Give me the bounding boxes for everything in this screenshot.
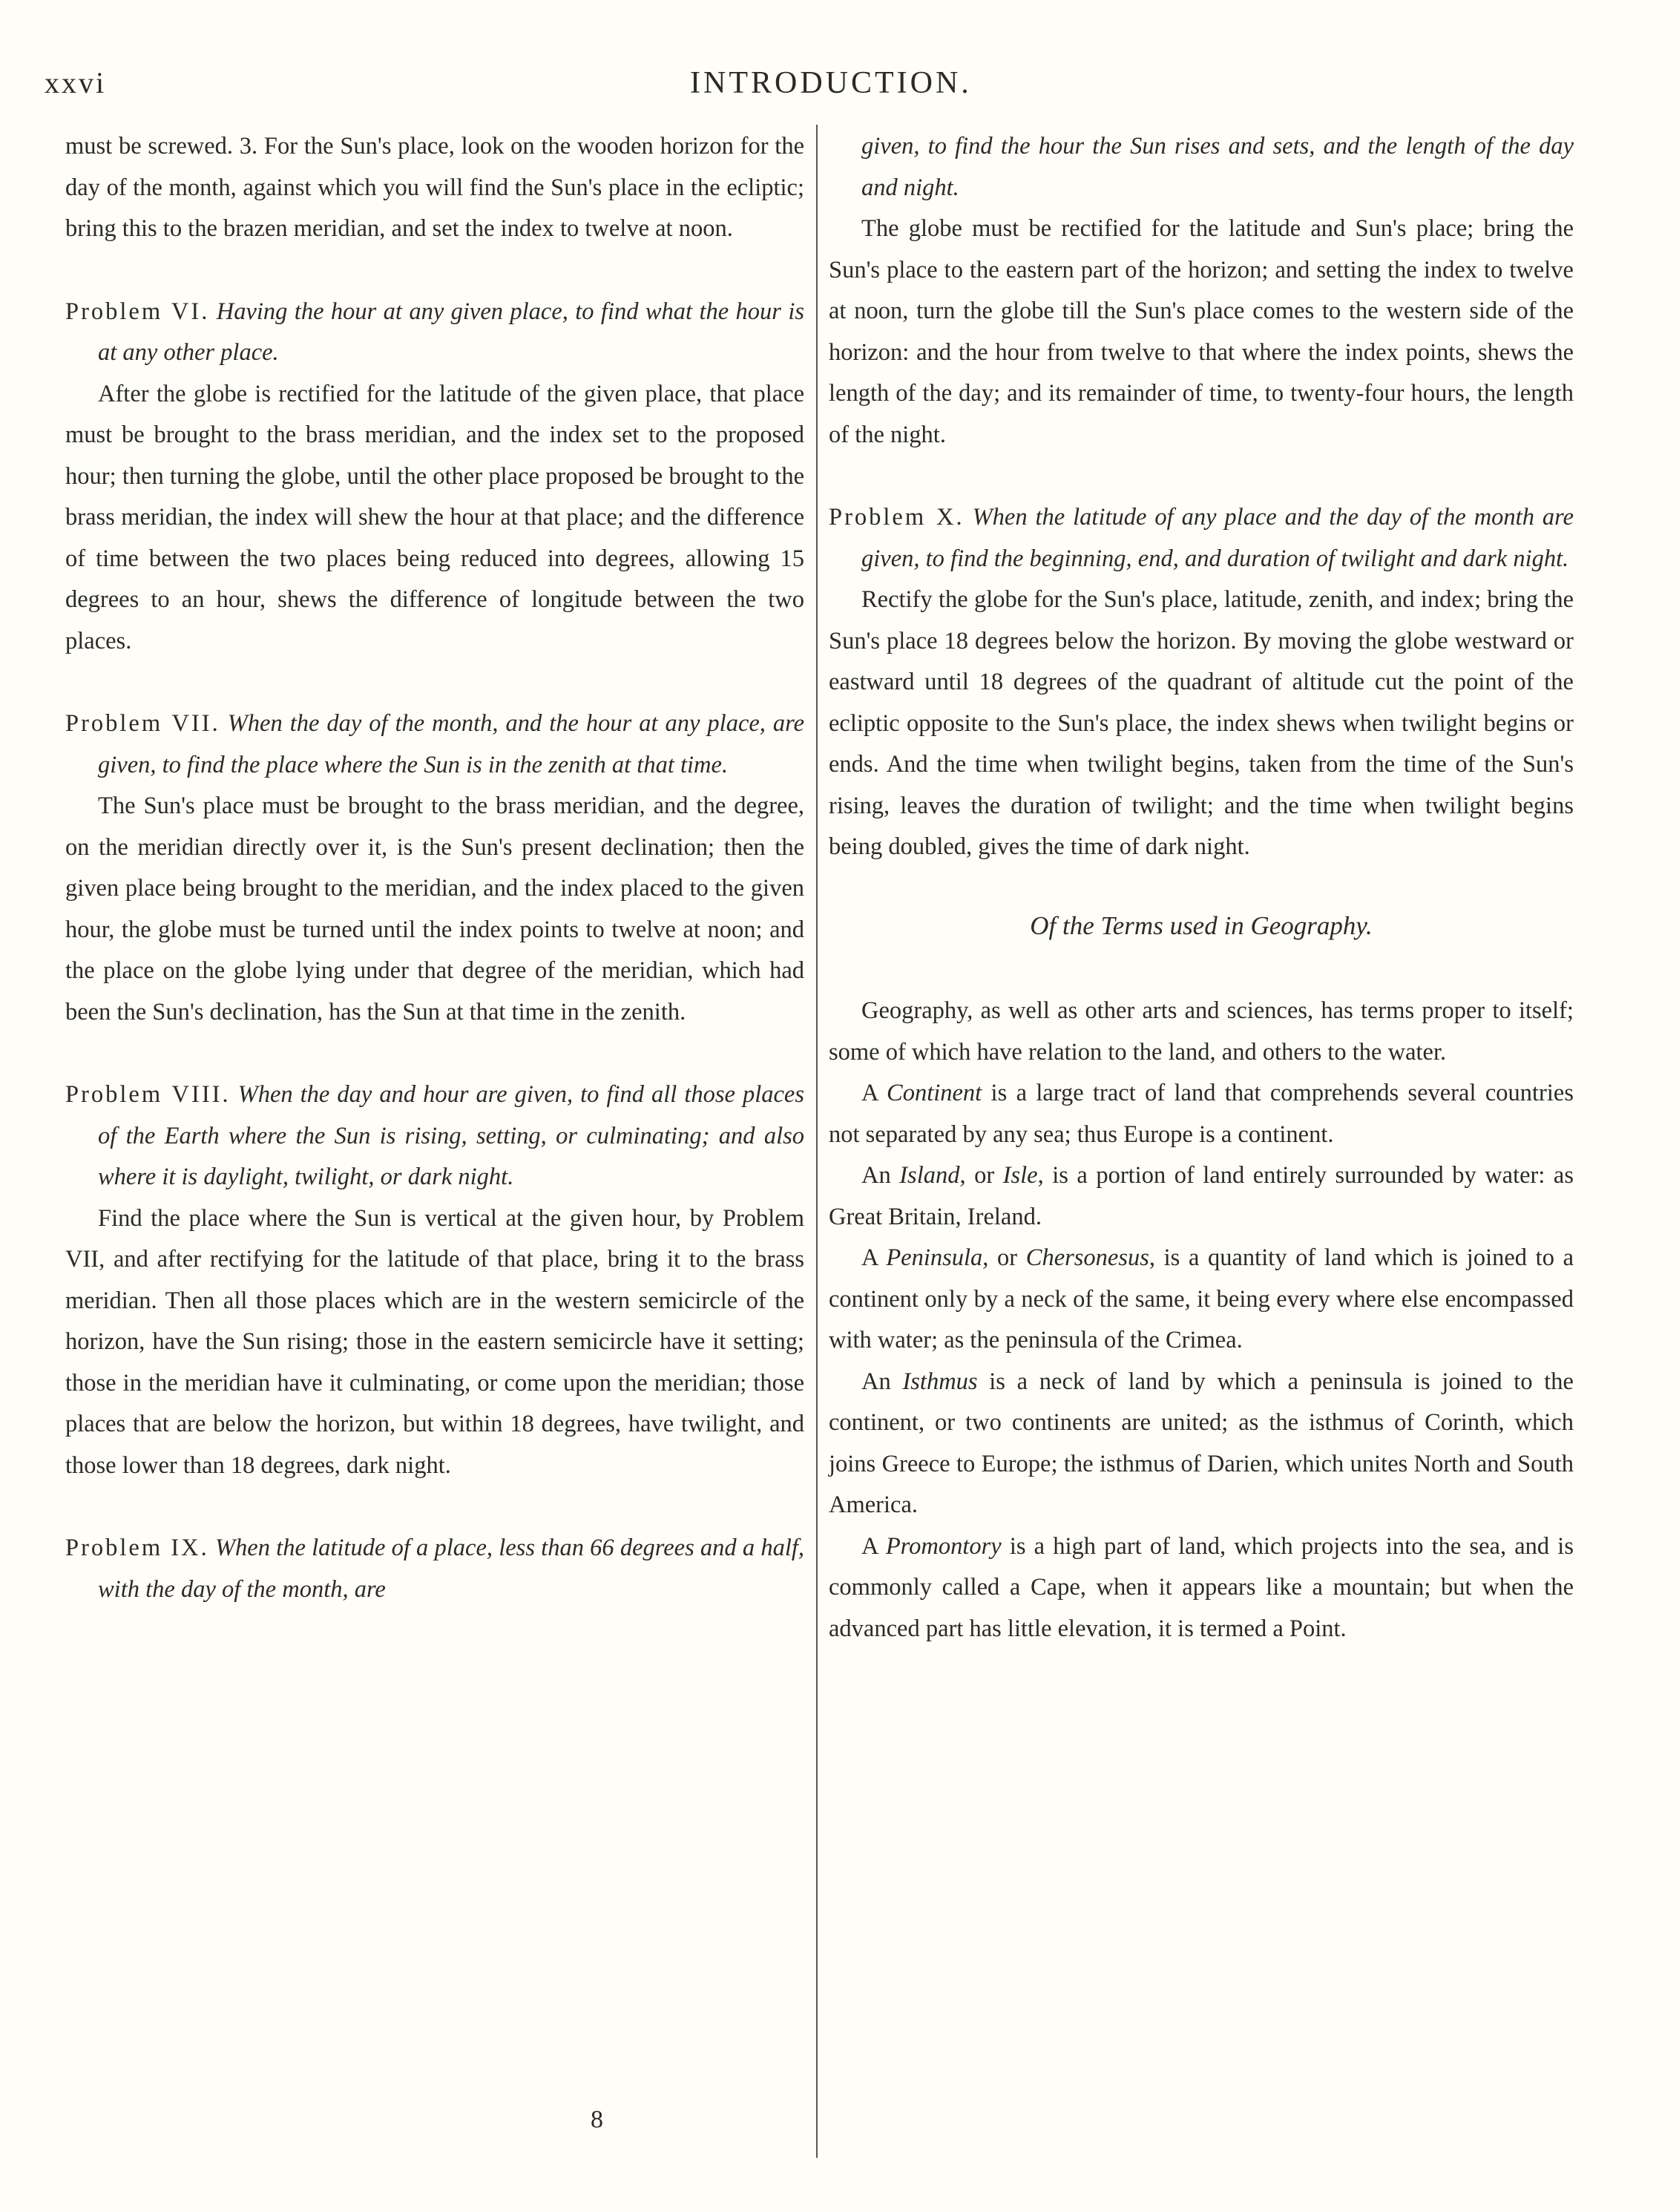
paragraph: After the globe is rectified for the latitude of the given place, that place must be brought to the brass meridian, and the index set to the proposed hour; then turning the globe, until the other place proposed be brought to the brass meridian, the index will shew the hour at that place; and the difference of time between the two places being reduced into degrees, allowing 15 degrees to an hour, shews the difference of longitude between the two places. <box>65 380 804 654</box>
page-header <box>45 65 1632 110</box>
term: Continent <box>887 1080 982 1106</box>
definition-continent: A Continent is a large tract of land that comprehends several countries not separated by any sea; thus Europe is a continent. <box>829 1080 1574 1148</box>
problem-heading <box>65 292 804 374</box>
term: Isle <box>1002 1162 1038 1189</box>
page-number: xxvi <box>45 66 107 99</box>
definition-peninsula: A Peninsula, or Chersonesus, is a quantity of land which is joined to a continent only by a neck of the same, it being every where else encompassed with water; as the peninsula of the Crimea. <box>829 1244 1574 1353</box>
problem-heading <box>65 1528 804 1610</box>
term: Peninsula <box>886 1244 983 1271</box>
definition-promontory: A Promontory is a high part of land, which projects into the sea, and is commonly called a Cape, when it appears like a mountain; but when the advanced part has little elevation, it is termed a Point. <box>829 1532 1574 1642</box>
term: Isthmus <box>902 1368 978 1395</box>
problem-question: When the day of the month, and the hour at any place, are given, to find the place where the Sun is in the zenith at that time. <box>98 710 804 778</box>
problem-label: Problem IX. <box>65 1535 209 1561</box>
problem-label: Problem VII. <box>65 710 220 737</box>
problem-question: Having the hour at any given place, to find what the hour is at any other place. <box>98 298 804 366</box>
term: Promontory <box>885 1532 1002 1560</box>
problem-label: Problem X. <box>829 504 965 531</box>
problem-label: Problem VI. <box>65 298 210 325</box>
problem-question-continued: given, to find the hour the Sun rises and sets, and the length of the day and night. <box>861 133 1574 201</box>
definition-isthmus: An Isthmus is a neck of land by which a peninsula is joined to the continent, or two continents are united; as the isthmus of Corinth, which joins Greece to Europe; the isthmus of Darien, which unites North and South America. <box>829 1368 1574 1518</box>
signature-mark: 8 <box>591 2106 603 2133</box>
term: Island <box>899 1162 960 1189</box>
paragraph: The globe must be rectified for the latitude and Sun's place; bring the Sun's place to the eastern part of the horizon; and setting the index to twelve at noon, turn the globe till the Sun's place comes to the western side of the horizon: and the hour from twelve to that where the index points, shews the length of the day; and its remainder of time, to twenty-four hours, the length of the night. <box>829 215 1574 448</box>
problem-heading <box>65 1074 804 1198</box>
paragraph: Geography, as well as other arts and sciences, has terms proper to itself; some of which have relation to the land, and others to the water. <box>829 997 1574 1066</box>
paragraph: must be screwed. 3. For the Sun's place, look on the wooden horizon for the day of the month, against which you will find the Sun's place in the ecliptic; bring this to the brazen meridian, and set the index to twelve at noon. <box>65 133 804 242</box>
problem-label: Problem VIII. <box>65 1081 231 1108</box>
problem-heading <box>65 703 804 786</box>
paragraph: Rectify the globe for the Sun's place, latitude, zenith, and index; bring the Sun's place 18 degrees below the horizon. By moving the globe westward or eastward until 18 degrees of the quadrant of altitude cut the point of the ecliptic opposite to the Sun's place, the index shews when twilight begins or ends. And the time when twilight begins, taken from the time of the Sun's rising, leaves the duration of twilight; and the time when twilight begins being doubled, gives the time of dark night. <box>829 586 1574 860</box>
definition-island: An Island, or Isle, is a portion of land entirely surrounded by water: as Great Britain, Ireland. <box>829 1162 1574 1230</box>
problem-question: When the latitude of any place and the day of the month are given, to find the beginning, end, and duration of twilight and dark night. <box>861 504 1574 572</box>
problem-heading <box>829 497 1574 580</box>
paragraph: Find the place where the Sun is vertical at the given hour, by Problem VII, and after rectifying for the latitude of that place, bring it to the brass meridian. Then all those places which are in the western semicircle of the horizon, have the Sun rising; those in the eastern semicircle have it setting; those in the meridian have it culminating, or come upon the meridian; those places that are below the horizon, but within 18 degrees, have twilight, and those lower than 18 degrees, dark night. <box>65 1204 804 1479</box>
paragraph: The Sun's place must be brought to the brass meridian, and the degree, on the meridian directly over it, is the Sun's present declination; then the given place being brought to the meridian, and the index placed to the given hour, the globe must be turned until the index points to twelve at noon; and the place on the globe lying under that degree of the meridian, which had been the Sun's declination, has the Sun at that time in the zenith. <box>65 792 804 1025</box>
section-title: Of the Terms used in Geography. <box>1030 910 1373 940</box>
problem-question: When the day and hour are given, to find all those places of the Earth where the Sun is rising, setting, or culminating; and also where it is daylight, twilight, or dark night. <box>98 1081 804 1190</box>
running-head: INTRODUCTION. <box>690 66 972 100</box>
left-column <box>65 126 804 1610</box>
term: Chersonesus <box>1025 1244 1149 1271</box>
column-divider <box>816 125 818 2158</box>
problem-question: When the latitude of a place, less than 66 degrees and a half, with the day of the month, are <box>98 1535 805 1603</box>
right-column <box>829 126 1574 1650</box>
